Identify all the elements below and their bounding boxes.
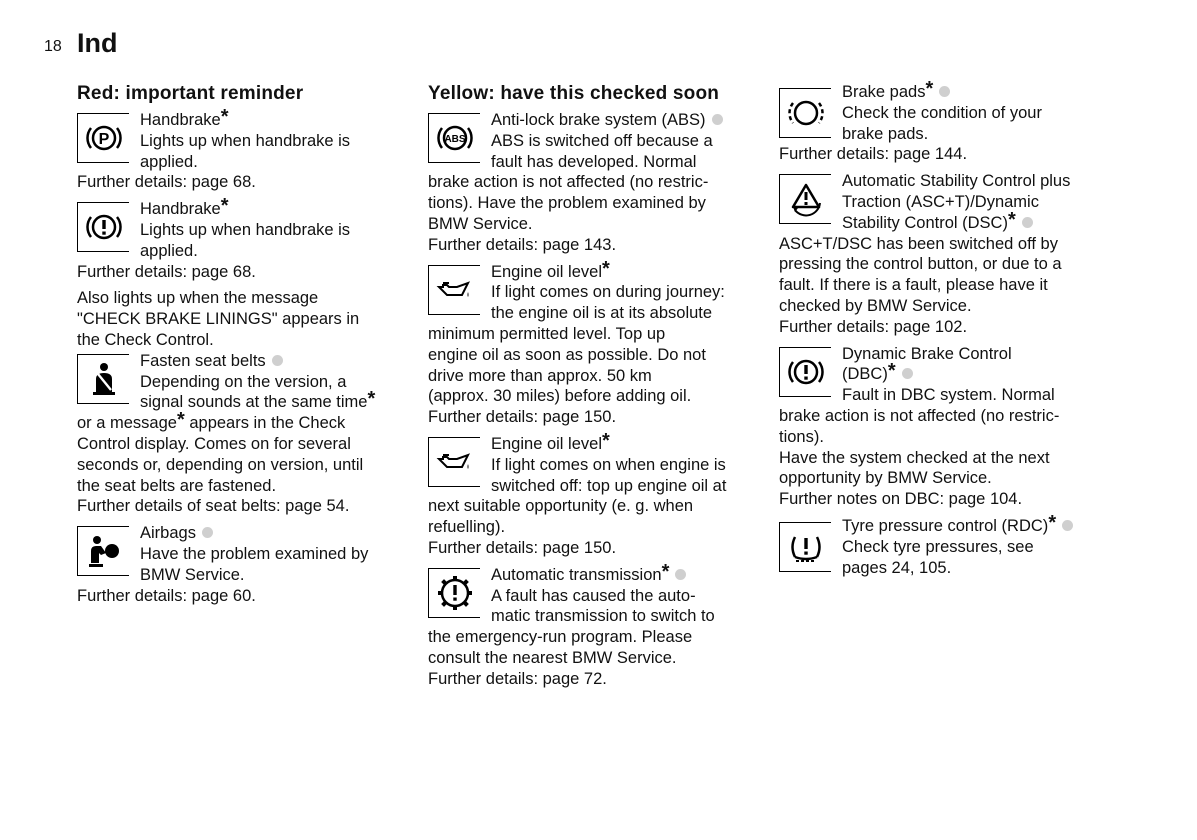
- label: Engine oil level: [491, 434, 602, 453]
- dot-marker: [939, 86, 950, 97]
- further-details: Further details: page 72.: [428, 669, 607, 688]
- dot-marker: [902, 368, 913, 379]
- text: opportunity by BMW Service.: [779, 469, 992, 488]
- dsc-triangle-icon: [779, 174, 831, 224]
- item-engine-oil-2: [428, 429, 763, 559]
- text: brake pads.: [842, 124, 929, 143]
- label: Tyre pressure control (RDC): [842, 516, 1049, 535]
- text: ABS is switched off because a: [491, 131, 713, 150]
- text: next suitable opportunity (e. g. when: [428, 497, 694, 516]
- text: Fault in DBC system. Normal: [842, 386, 1055, 405]
- text: Traction (ASC+T)/Dynamic: [842, 192, 1039, 211]
- text: the engine oil is at its absolute: [491, 304, 713, 323]
- airbag-icon: [77, 526, 129, 576]
- text: pressing the control button, or due to a: [779, 255, 1062, 274]
- text: If light comes on when engine is: [491, 455, 726, 474]
- svg-text:ABS: ABS: [443, 134, 466, 145]
- item-airbags: [77, 523, 412, 606]
- text: the Check Control.: [77, 330, 214, 349]
- text: BMW Service.: [428, 214, 533, 233]
- further-details: Further details: page 143.: [428, 235, 617, 254]
- asterisk: *: [1048, 511, 1057, 534]
- text: signal sounds at the same time: [140, 393, 368, 412]
- oil-can-icon: [428, 265, 480, 315]
- text: (DBC): [842, 365, 888, 384]
- text: Have the problem examined by: [140, 544, 369, 563]
- asterisk: *: [661, 560, 670, 583]
- further-details: Further details: page 150.: [428, 538, 617, 557]
- text: Depending on the version, a: [140, 372, 347, 391]
- text: engine oil as soon as possible. Do not: [428, 345, 706, 364]
- label: Handbrake: [140, 200, 221, 219]
- text: fault. If there is a fault, please have it: [779, 276, 1048, 295]
- text: brake action is not affected (no restric-: [779, 406, 1060, 425]
- text: switched off: top up engine oil at: [491, 476, 727, 495]
- asterisk: *: [887, 360, 896, 383]
- further-details: Further details: page 150.: [428, 408, 617, 427]
- further-details: Further details: page 144.: [779, 145, 968, 164]
- text: Check the condition of your: [842, 103, 1042, 122]
- asterisk: *: [1007, 208, 1016, 231]
- brake-pads-icon: [779, 88, 831, 138]
- label: Engine oil level: [491, 262, 602, 281]
- dot-marker: [675, 569, 686, 580]
- tyre-pressure-icon: [779, 522, 831, 572]
- svg-text:P: P: [98, 131, 109, 148]
- further-details: Further details: page 102.: [779, 317, 968, 336]
- text: ASC+T/DSC has been switched off by: [779, 234, 1058, 253]
- text: Check tyre pressures, see: [842, 537, 1034, 556]
- abs-icon: [428, 113, 480, 163]
- text: (approx. 30 miles) before adding oil.: [428, 387, 692, 406]
- item-seatbelts: [77, 351, 412, 517]
- further-details: Further details: page 60.: [77, 586, 256, 605]
- text: checked by BMW Service.: [779, 296, 972, 315]
- also-note: [77, 288, 412, 350]
- label: Automatic transmission: [491, 565, 662, 584]
- dot-marker: [1022, 217, 1033, 228]
- text: Lights up when handbrake is: [140, 131, 351, 150]
- text: Lights up when handbrake is: [140, 220, 351, 239]
- item-abs: [428, 110, 763, 256]
- text: refuelling).: [428, 518, 506, 537]
- text: tions).: [779, 427, 824, 446]
- section-title-red: Red: important reminder: [77, 83, 304, 104]
- text: matic transmission to switch to: [491, 607, 715, 626]
- asterisk: *: [220, 106, 229, 128]
- dot-marker: [202, 527, 213, 538]
- handbrake-exclamation-icon: [77, 202, 129, 252]
- text: BMW Service.: [140, 565, 245, 584]
- gear-warning-icon: [428, 568, 480, 618]
- text: or a message: [77, 414, 177, 433]
- text: If light comes on during journey:: [491, 283, 725, 302]
- asterisk: *: [220, 195, 229, 218]
- dot-marker: [272, 355, 283, 366]
- text: appears in the Check: [184, 414, 346, 433]
- text: seconds or, depending on version, until: [77, 455, 364, 474]
- text: Control display. Comes on for several: [77, 434, 351, 453]
- section-title-yellow: Yellow: have this checked soon: [428, 83, 720, 104]
- asterisk: *: [602, 429, 610, 452]
- page-title: Ind: [77, 28, 118, 58]
- asterisk: *: [367, 388, 376, 411]
- column-red: [77, 82, 412, 606]
- handbrake-p-icon: [77, 113, 129, 163]
- page-number: 18: [44, 38, 62, 55]
- further-details: Further notes on DBC: page 104.: [779, 490, 1023, 509]
- text: Have the system checked at the next: [779, 448, 1050, 467]
- text: Also lights up when the message: [77, 289, 319, 308]
- seatbelt-icon: [77, 354, 129, 404]
- item-dbc: [779, 344, 1119, 510]
- text: minimum permitted level. Top up: [428, 324, 666, 343]
- text: brake action is not affected (no restric-: [428, 173, 709, 192]
- label: Brake pads: [842, 83, 926, 101]
- asterisk: *: [176, 409, 185, 432]
- column-yellow: [428, 82, 763, 690]
- item-engine-oil-1: [428, 257, 763, 428]
- text: consult the nearest BMW Service.: [428, 648, 677, 667]
- text: pages 24, 105.: [842, 558, 952, 577]
- text: the emergency-run program. Please: [428, 628, 693, 647]
- dot-marker: [712, 114, 723, 125]
- item-brake-pads: [779, 78, 1119, 165]
- dbc-icon: [779, 347, 831, 397]
- text: A fault has caused the auto-: [491, 586, 696, 605]
- label: Dynamic Brake Control: [842, 344, 1012, 363]
- asterisk: *: [925, 78, 934, 100]
- item-handbrake-exclamation: [77, 195, 412, 282]
- asterisk: *: [602, 257, 610, 280]
- label: Automatic Stability Control plus: [842, 172, 1071, 191]
- text: "CHECK BRAKE LININGS" appears in: [77, 310, 360, 329]
- further-details: Further details: page 68.: [77, 262, 256, 281]
- text: fault has developed. Normal: [491, 152, 697, 171]
- text: applied.: [140, 152, 198, 171]
- item-handbrake-p: [77, 106, 412, 193]
- label: Airbags: [140, 524, 196, 543]
- column-continued: [779, 78, 1119, 578]
- item-automatic-transmission: [428, 560, 763, 690]
- further-details: Further details of seat belts: page 54.: [77, 497, 350, 516]
- text: applied.: [140, 241, 198, 260]
- oil-can-icon: [428, 437, 480, 487]
- item-dsc: [779, 171, 1119, 337]
- label: Handbrake: [140, 111, 221, 129]
- text: drive more than approx. 50 km: [428, 366, 652, 385]
- text: the seat belts are fastened.: [77, 476, 277, 495]
- label: Anti-lock brake system (ABS): [491, 111, 706, 129]
- item-tyre-pressure: [779, 511, 1119, 578]
- text: Stability Control (DSC): [842, 213, 1008, 232]
- label: Fasten seat belts: [140, 351, 266, 370]
- dot-marker: [1062, 520, 1073, 531]
- text: tions). Have the problem examined by: [428, 194, 706, 213]
- further-details: Further details: page 68.: [77, 173, 256, 192]
